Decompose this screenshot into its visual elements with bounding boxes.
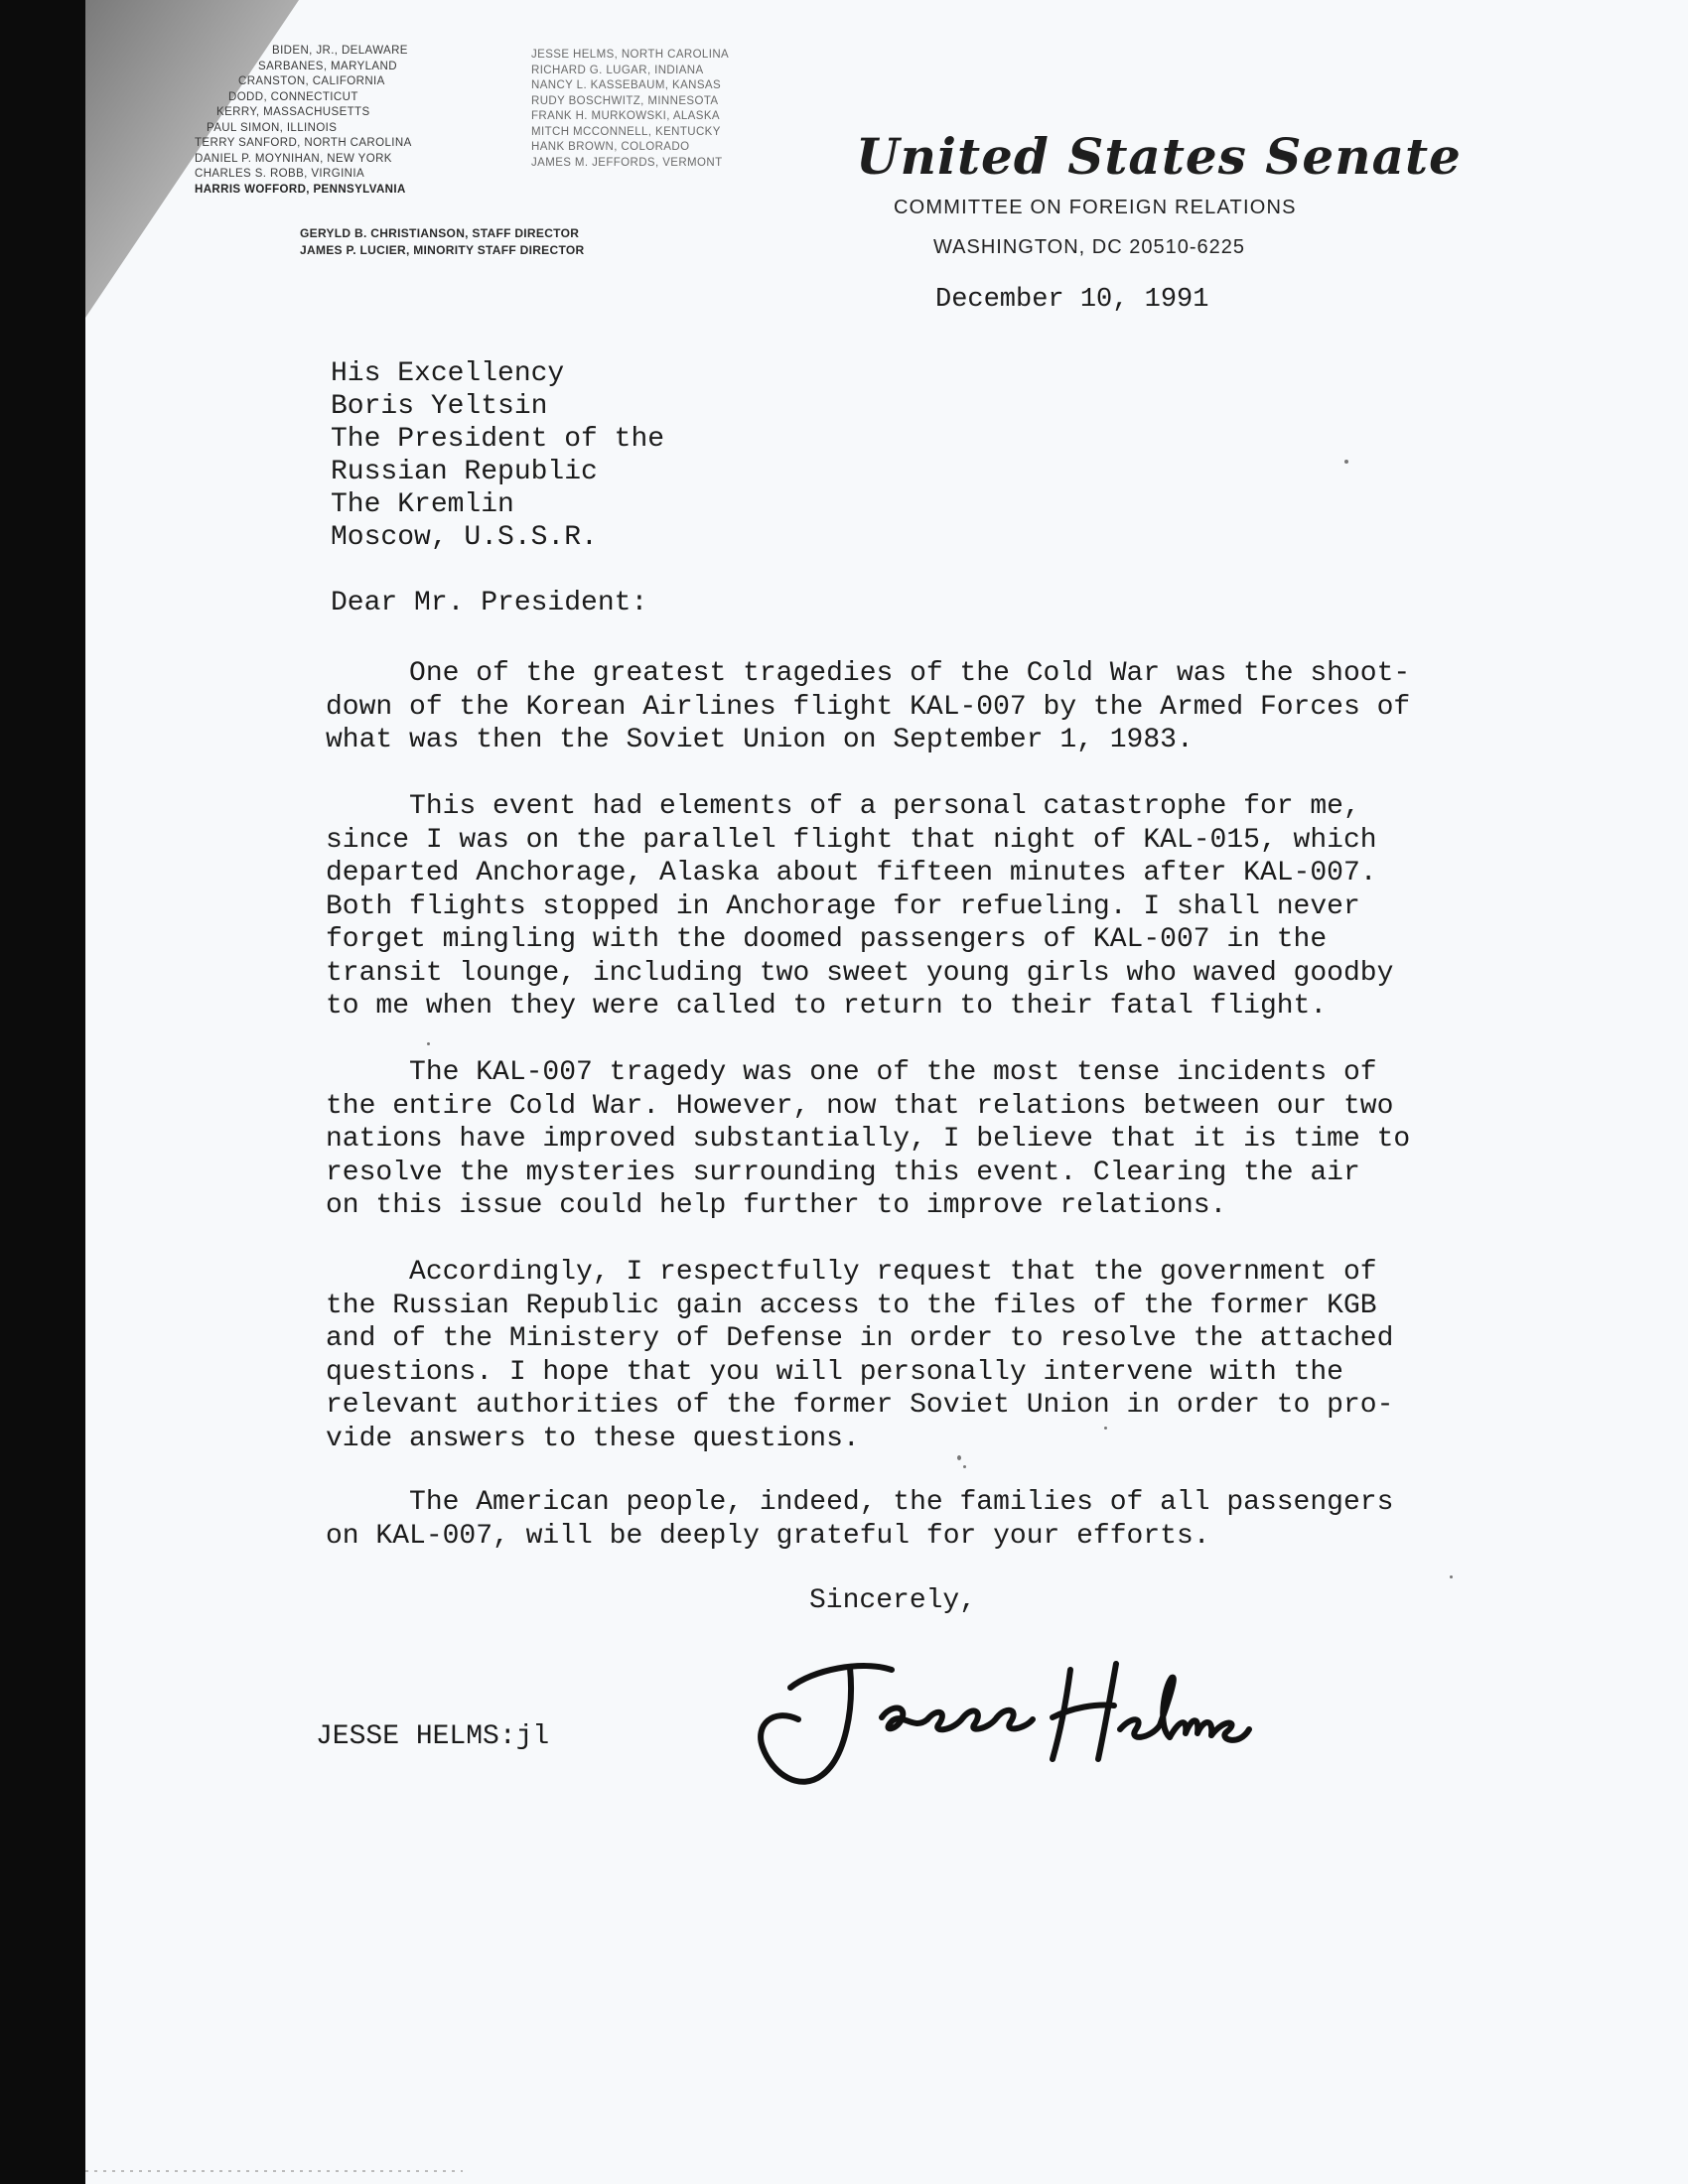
paragraph-line: vide answers to these questions. xyxy=(326,1423,860,1454)
letterhead-title: United States Senate xyxy=(856,127,1462,186)
member-name: BIDEN, JR., DELAWARE xyxy=(272,45,408,57)
paragraph-line: This event had elements of a personal catastrophe for me, xyxy=(326,791,1360,822)
body-paragraph xyxy=(326,657,1410,757)
member-name: KERRY, MASSACHUSETTS xyxy=(216,106,370,118)
recipient-address-block xyxy=(331,357,664,554)
member-name: PAUL SIMON, ILLINOIS xyxy=(207,121,338,134)
letterhead-staff-directors xyxy=(300,225,584,259)
paragraph-line: Both flights stopped in Anchorage for refueling. I shall never xyxy=(326,890,1360,922)
member-name: RICHARD G. LUGAR, INDIANA xyxy=(531,64,704,76)
body-paragraph xyxy=(326,1486,1393,1553)
paragraph-line: what was then the Soviet Union on September 1, 1983. xyxy=(326,725,1194,755)
recipient-line: Boris Yeltsin xyxy=(331,391,548,422)
handwritten-signature xyxy=(743,1648,1259,1797)
member-name: SARBANES, MARYLAND xyxy=(258,60,397,72)
scan-black-edge xyxy=(0,0,85,2184)
paragraph-line: the Russian Republic gain access to the files of the former KGB xyxy=(326,1290,1377,1321)
paragraph-line: on this issue could help further to improve relations. xyxy=(326,1190,1227,1221)
paragraph-line: to me when they were called to return to their fatal flight. xyxy=(326,991,1328,1022)
member-name: NANCY L. KASSEBAUM, KANSAS xyxy=(531,79,722,91)
member-name: DODD, CONNECTICUT xyxy=(228,90,358,103)
recipient-line: Russian Republic xyxy=(331,457,598,487)
staff-director: GERYLD B. CHRISTIANSON, STAFF DIRECTOR xyxy=(300,226,580,240)
paragraph-line: since I was on the parallel flight that night of KAL-015, which xyxy=(326,824,1377,856)
paragraph-line: on KAL-007, will be deeply grateful for your efforts. xyxy=(326,1520,1210,1552)
paragraph-line: forget mingling with the doomed passengers of KAL-007 in the xyxy=(326,924,1328,955)
scan-speck xyxy=(963,1465,966,1468)
scan-speck xyxy=(957,1455,961,1460)
scan-noise xyxy=(85,2170,463,2172)
recipient-line: The Kremlin xyxy=(331,489,514,520)
member-name: MITCH MCCONNELL, KENTUCKY xyxy=(531,125,721,138)
letterhead-majority-members xyxy=(195,44,412,198)
member-name: FRANK H. MURKOWSKI, ALASKA xyxy=(531,110,720,122)
paragraph-line: resolve the mysteries surrounding this event. Clearing the air xyxy=(326,1157,1360,1188)
salutation: Dear Mr. President: xyxy=(331,588,648,618)
body-paragraph xyxy=(326,790,1393,1024)
paragraph-line: questions. I hope that you will personally intervene with the xyxy=(326,1356,1343,1388)
paragraph-line: transit lounge, including two sweet young girls who waved goodby xyxy=(326,957,1394,989)
closing: Sincerely, xyxy=(809,1585,977,1616)
paragraph-line: the entire Cold War. However, now that relations between our two xyxy=(326,1090,1394,1122)
member-name: JESSE HELMS, NORTH CAROLINA xyxy=(531,49,730,61)
paragraph-line: The KAL-007 tragedy was one of the most tense incidents of xyxy=(326,1057,1377,1088)
paragraph-line: down of the Korean Airlines flight KAL-007 by the Armed Forces of xyxy=(326,691,1411,723)
letter-date: December 10, 1991 xyxy=(935,285,1209,315)
scan-speck xyxy=(427,1042,430,1045)
scan-speck xyxy=(1104,1427,1107,1430)
paragraph-line: Accordingly, I respectfully request that the government of xyxy=(326,1257,1377,1288)
paragraph-line: and of the Ministery of Defense in order to resolve the attached xyxy=(326,1323,1394,1354)
scan-speck xyxy=(1344,460,1348,464)
member-name: CHARLES S. ROBB, VIRGINIA xyxy=(195,168,365,180)
letterhead-minority-members xyxy=(531,48,729,171)
paragraph-line: relevant authorities of the former Soviet Union in order to pro- xyxy=(326,1390,1394,1421)
recipient-line: His Excellency xyxy=(331,358,565,389)
member-name: RUDY BOSCHWITZ, MINNESOTA xyxy=(531,94,719,107)
scan-speck xyxy=(1450,1575,1453,1578)
recipient-line: Moscow, U.S.S.R. xyxy=(331,522,598,553)
body-paragraph xyxy=(326,1056,1410,1223)
letterhead-committee: COMMITTEE ON FOREIGN RELATIONS xyxy=(894,197,1297,218)
paragraph-line: nations have improved substantially, I believe that it is time to xyxy=(326,1124,1411,1155)
member-name: HARRIS WOFFORD, PENNSYLVANIA xyxy=(195,183,406,196)
member-name: TERRY SANFORD, NORTH CAROLINA xyxy=(195,137,412,149)
body-paragraph xyxy=(326,1256,1393,1455)
minority-staff-director: JAMES P. LUCIER, MINORITY STAFF DIRECTOR xyxy=(300,243,585,257)
letterhead-address: WASHINGTON, DC 20510-6225 xyxy=(933,236,1245,258)
member-name: DANIEL P. MOYNIHAN, NEW YORK xyxy=(195,152,392,165)
paragraph-line: The American people, indeed, the families of all passengers xyxy=(326,1487,1394,1518)
paragraph-line: departed Anchorage, Alaska about fifteen minutes after KAL-007. xyxy=(326,858,1377,888)
member-name: HANK BROWN, COLORADO xyxy=(531,141,690,153)
typist-initials: JESSE HELMS:jl xyxy=(316,1721,550,1752)
recipient-line: The President of the xyxy=(331,424,665,455)
member-name: JAMES M. JEFFORDS, VERMONT xyxy=(531,156,723,169)
member-name: CRANSTON, CALIFORNIA xyxy=(238,75,385,87)
paragraph-line: One of the greatest tragedies of the Cold War was the shoot- xyxy=(326,658,1411,689)
